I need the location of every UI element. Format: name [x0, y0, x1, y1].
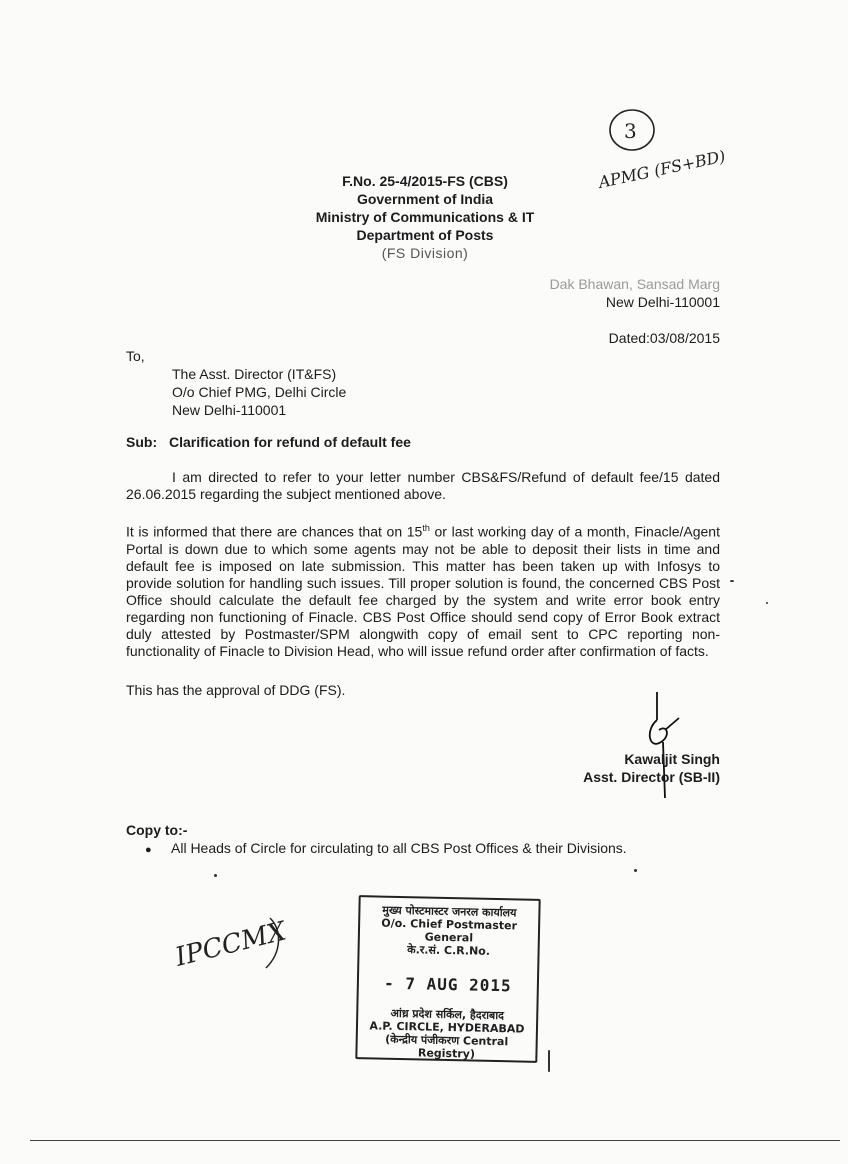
stamp-registry: (केन्द्रीय पंजीकरण Central Registry) — [385, 1032, 509, 1061]
ministry-name: Ministry of Communications & IT — [315, 209, 535, 225]
to-label: To, — [126, 348, 145, 364]
ipcc-note: IPCCMX — [172, 916, 290, 973]
handwritten-annotation-apmg — [590, 100, 750, 200]
signatory-title: Asst. Director (SB-II) — [583, 769, 720, 785]
received-stamp — [355, 895, 540, 1063]
paragraph-clarification — [126, 520, 720, 660]
stamp-hindi-office: मुख्य पोस्टमास्टर जनरल कार्यालय — [382, 903, 517, 920]
copy-to-list — [145, 840, 627, 856]
scan-speck — [766, 602, 768, 604]
addressee-line: New Delhi-110001 — [172, 402, 287, 418]
letter-date: Dated:03/08/2015 — [608, 330, 720, 346]
scan-speck — [214, 874, 217, 877]
stamp-date: - 7 AUG 2015 — [383, 973, 512, 996]
stamp-circle: A.P. CIRCLE, HYDERABAD — [369, 1019, 525, 1036]
subject-label: Sub: — [126, 434, 158, 450]
paragraph-reference: I am directed to refer to your letter number CBS&FS/Refund of default fee/15 dated 26.06.2015 regarding the subject mentioned above. — [126, 469, 720, 502]
para2-superscript: th — [422, 523, 430, 533]
addressee-line: O/o Chief PMG, Delhi Circle — [172, 384, 347, 400]
bullet-icon: ● — [145, 844, 152, 856]
scan-speck — [730, 580, 734, 582]
signatory-name: Kawaljit Singh — [624, 751, 720, 767]
bottom-rule — [30, 1140, 840, 1141]
para2-text-end: or last working day of a month, Finacle/Agent Portal is down due to which some agents may not be able to deposit their lists in time and default fee is imposed on late submission. This matter has been taken up with Infosys to provide solution for handling such issues. Till proper solution is found, the concerned CBS Post Office should calculate the default fee charged by the system and write error book entry regarding non functioning of Finacle. CBS Post Office should send copy of Error Book extract duly attested by Postmaster/SPM alongwith copy of email sent to CPC reporting non-functionality of Finacle to Division Head, who will issue refund order after confirmation of facts. — [126, 523, 720, 659]
address-line-1: Dak Bhawan, Sansad Marg — [549, 276, 720, 292]
subject-line — [126, 434, 411, 450]
stamp-cr-no: के.र.सं. C.R.No. — [407, 943, 491, 958]
stamp-office: O/o. Chief Postmaster General — [381, 916, 518, 945]
scan-speck — [548, 1050, 550, 1072]
department-name: Department of Posts — [356, 227, 494, 243]
address-line-2: New Delhi-110001 — [605, 294, 720, 310]
subject-text: Clarification for refund of default fee — [169, 434, 411, 450]
copy-to-item: All Heads of Circle for circulating to all CBS Post Offices & their Divisions. — [171, 840, 627, 856]
signatory-block — [583, 750, 720, 786]
letter-header — [300, 172, 550, 262]
approval-line: This has the approval of DDG (FS). — [126, 682, 346, 698]
handwritten-annotation-ipcc — [170, 910, 290, 980]
division-name: (FS Division) — [381, 245, 469, 261]
para2-text-start: It is informed that there are chances that on 15 — [126, 523, 423, 540]
stamp-hindi-circle: आंध्र प्रदेश सर्किल, हैदराबाद — [390, 1006, 505, 1023]
sender-address — [550, 275, 720, 311]
apmg-note: APMG (FS+BD) — [596, 146, 728, 192]
addressee-block — [172, 365, 346, 419]
addressee-line: The Asst. Director (IT&FS) — [172, 366, 337, 382]
government-name: Government of India — [356, 191, 494, 207]
copy-to-label: Copy to:- — [126, 822, 188, 838]
circled-number: 3 — [624, 119, 637, 143]
file-number: F.No. 25-4/2015-FS (CBS) — [342, 173, 508, 189]
scan-speck — [634, 869, 637, 872]
